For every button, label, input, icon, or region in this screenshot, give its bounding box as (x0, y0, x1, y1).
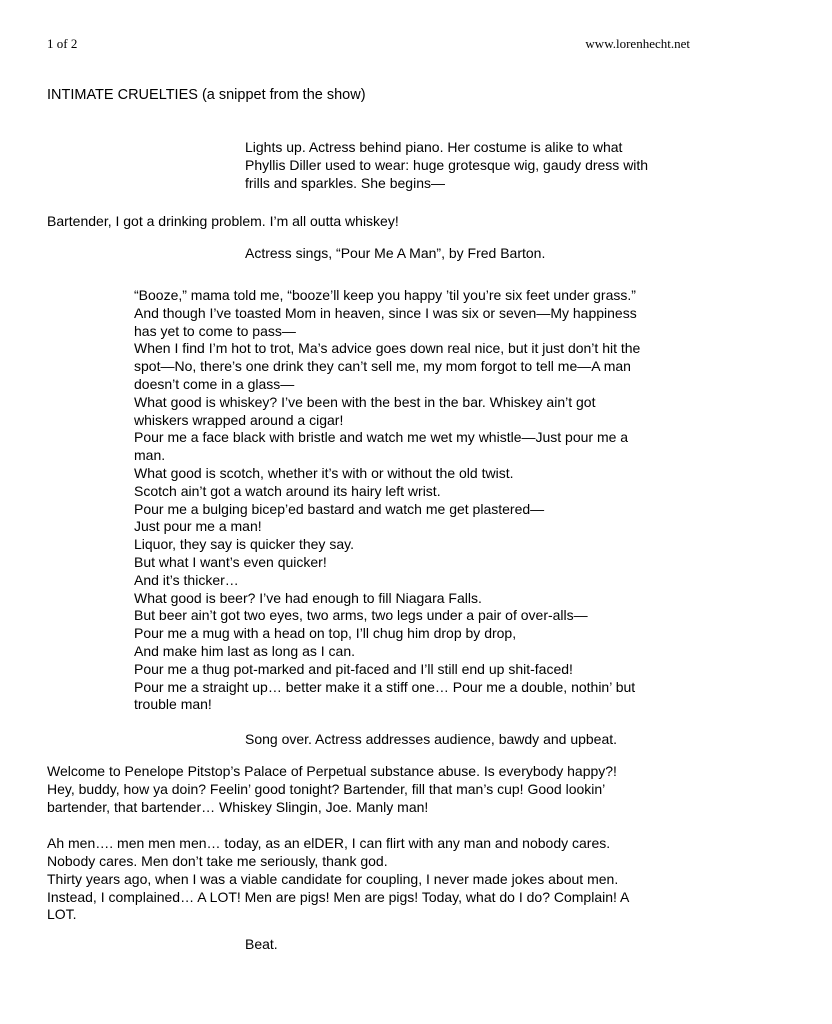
lyrics-line: Pour me a thug pot-marked and pit-faced and I’ll still end up shit-faced! (134, 660, 573, 677)
lyrics-line: And make him last as long as I can. (134, 642, 355, 659)
lyrics-line: has yet to come to pass— (134, 322, 296, 339)
lyrics-line: doesn’t come in a glass— (134, 375, 295, 392)
lyrics-line: What good is whiskey? I’ve been with the best in the bar. Whiskey ain’t got (134, 393, 596, 410)
dialogue-line: Thirty years ago, when I was a viable candidate for coupling, I never made jokes about men. (47, 870, 619, 887)
direction-line: Beat. (245, 936, 278, 953)
lyrics-line: Just pour me a man! (134, 518, 262, 535)
lyrics-line: But beer ain’t got two eyes, two arms, two legs under a pair of over-alls— (134, 607, 588, 624)
lyrics-line: man. (134, 447, 166, 464)
stage-direction (47, 936, 832, 954)
lyrics-line: trouble man! (134, 696, 212, 713)
lyrics-line: What good is scotch, whether it’s with or without the old twist. (134, 464, 514, 481)
lyrics-line: spot—No, there’s one drink they can’t sell me, my mom forgot to tell me—A man (134, 358, 631, 375)
stage-direction (47, 139, 832, 192)
direction-line: Lights up. Actress behind piano. Her costume is alike to what (245, 139, 623, 155)
direction-line: Actress sings, “Pour Me A Man”, by Fred Barton. (245, 245, 546, 262)
lyrics-line: But what I want’s even quicker! (134, 553, 327, 570)
stage-direction (47, 245, 832, 263)
page-number: 1 of 2 (47, 36, 78, 51)
dialogue-line: Ah men…. men men men… today, as an elDER, I can flirt with any man and nobody cares. (47, 835, 611, 852)
lyrics-line: Pour me a mug with a head on top, I’ll chug him drop by drop, (134, 625, 517, 642)
direction-line: Phyllis Diller used to wear: huge grotesque wig, gaudy dress with (245, 156, 649, 173)
dialogue-line: Nobody cares. Men don’t take me seriously, thank god. (47, 853, 388, 870)
lyrics-line: What good is beer? I’ve had enough to fill Niagara Falls. (134, 589, 482, 606)
lyrics-line: “Booze,” mama told me, “booze’ll keep you happy ’til you’re six feet under grass.” (134, 286, 636, 303)
dialogue-line: Bartender, I got a drinking problem. I’m all outta whiskey! (47, 213, 399, 230)
dialogue-paragraph (47, 763, 832, 816)
lyrics-line: Scotch ain’t got a watch around its hairy left wrist. (134, 482, 441, 499)
dialogue-paragraph (47, 213, 832, 231)
direction-line: Song over. Actress addresses audience, bawdy and upbeat. (245, 731, 618, 748)
dialogue-line: Instead, I complained… A LOT! Men are pigs! Men are pigs! Today, what do I do? Complain! A (47, 888, 630, 905)
lyrics-line: Pour me a face black with bristle and watch me wet my whistle—Just pour me a (134, 429, 629, 446)
dialogue-line: LOT. (47, 906, 77, 923)
website-url: www.lorenhecht.net (585, 36, 690, 51)
dialogue-line: Welcome to Penelope Pitstop’s Palace of Perpetual substance abuse. Is everybody happy?! (47, 762, 617, 779)
lyrics-line: When I find I’m hot to trot, Ma’s advice goes down real nice, but it just don’t hit the (134, 340, 641, 357)
dialogue-paragraph (47, 835, 832, 924)
lyrics-line: whiskers wrapped around a cigar! (134, 411, 344, 428)
lyrics-line: Pour me a straight up… better make it a stiff one… Pour me a double, nothin’ but (134, 678, 636, 695)
script-body (47, 139, 832, 954)
lyrics-line: Liquor, they say is quicker they say. (134, 536, 354, 553)
lyrics-line: And though I’ve toasted Mom in heaven, since I was six or seven—My happiness (134, 304, 637, 321)
dialogue-line: bartender, that bartender… Whiskey Slingin, Joe. Manly man! (47, 798, 429, 815)
direction-line: frills and sparkles. She begins— (245, 174, 445, 191)
stage-direction (47, 731, 832, 749)
lyrics-line: Pour me a bulging bicep’ed bastard and watch me get plastered— (134, 500, 545, 517)
lyrics-line: And it’s thicker… (134, 571, 239, 588)
page-title: INTIMATE CRUELTIES (a snippet from the show) (47, 87, 366, 103)
song-lyrics (47, 287, 832, 714)
dialogue-line: Hey, buddy, how ya doin? Feelin’ good tonight? Bartender, fill that man’s cup! Good lookin’ (47, 780, 606, 797)
page-header (47, 36, 690, 52)
